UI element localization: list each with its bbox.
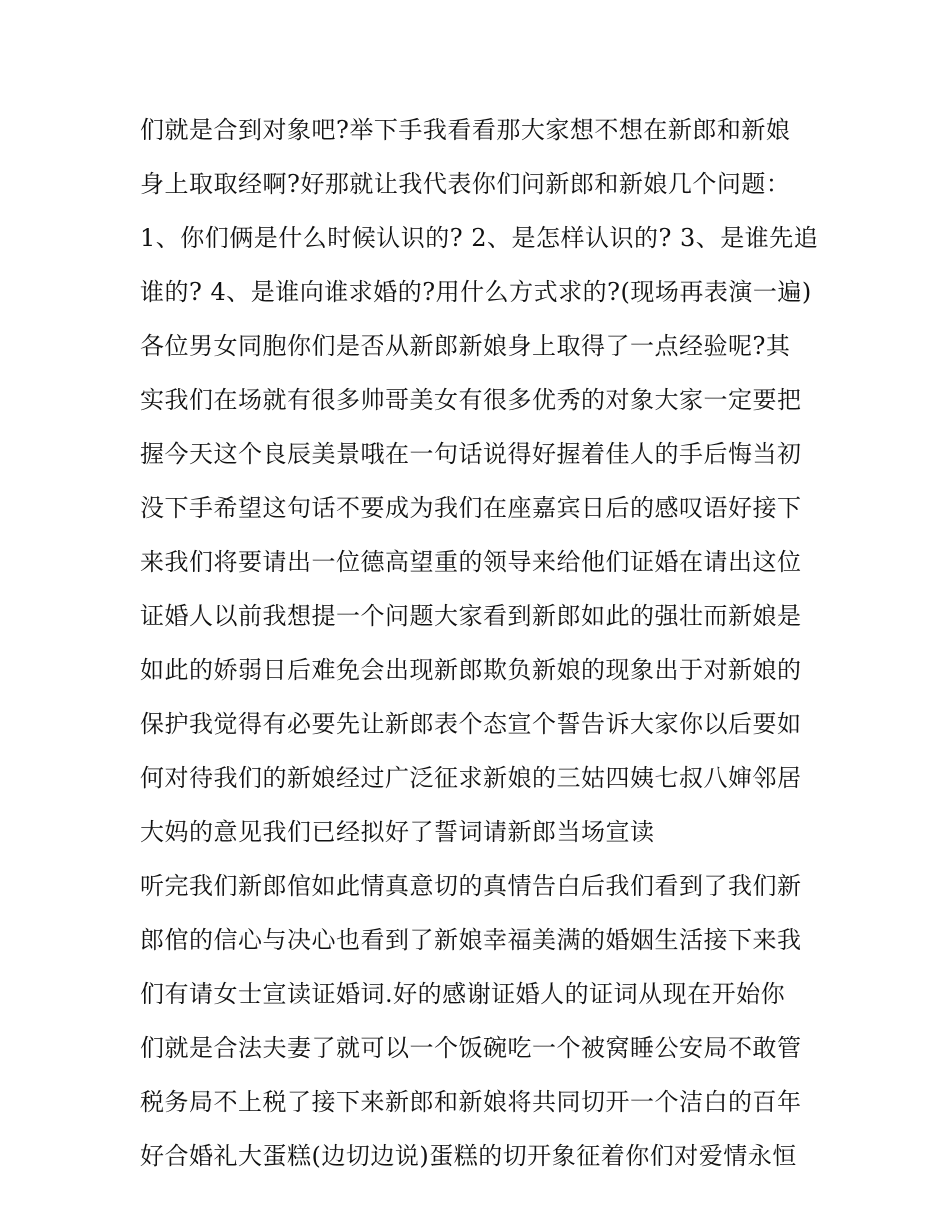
text-line: 们有请女士宣读证婚词.好的感谢证婚人的证词从现在开始你: [140, 980, 786, 1008]
text-line: 1、你们俩是什么时候认识的? 2、是怎样认识的? 3、是谁先追: [140, 224, 819, 252]
text-line: 好合婚礼大蛋糕(边切边说)蛋糕的切开象征着你们对爱情永恒: [140, 1142, 797, 1170]
text-line: 听完我们新郎倌如此情真意切的真情告白后我们看到了我们新: [140, 872, 802, 900]
text-line: 实我们在场就有很多帅哥美女有很多优秀的对象大家一定要把: [140, 386, 802, 414]
text-line: 何对待我们的新娘经过广泛征求新娘的三姑四姨七叔八婶邻居: [140, 764, 802, 792]
text-line: 大妈的意见我们已经拟好了誓词请新郎当场宣读: [140, 818, 655, 846]
text-line: 们就是合法夫妻了就可以一个饭碗吃一个被窝睡公安局不敢管: [140, 1034, 802, 1062]
text-line: 们就是合到对象吧?举下手我看看那大家想不想在新郎和新娘: [140, 116, 791, 144]
text-line: 各位男女同胞你们是否从新郎新娘身上取得了一点经验呢?其: [140, 332, 791, 360]
text-line: 谁的? 4、是谁向谁求婚的?用什么方式求的?(现场再表演一遍): [140, 278, 812, 306]
text-line: 如此的娇弱日后难免会出现新郎欺负新娘的现象出于对新娘的: [140, 656, 802, 684]
document-body: [140, 110, 830, 1190]
text-line: 证婚人以前我想提一个问题大家看到新郎如此的强壮而新娘是: [140, 602, 802, 630]
text-line: 税务局不上税了接下来新郎和新娘将共同切开一个洁白的百年: [140, 1088, 802, 1116]
text-line: 握今天这个良辰美景哦在一句话说得好握着佳人的手后悔当初: [140, 440, 802, 468]
text-line: 没下手希望这句话不要成为我们在座嘉宾日后的感叹语好接下: [140, 494, 802, 522]
text-line: 保护我觉得有必要先让新郎表个态宣个誓告诉大家你以后要如: [140, 710, 802, 738]
text-line: 来我们将要请出一位德高望重的领导来给他们证婚在请出这位: [140, 548, 802, 576]
text-line: 郎倌的信心与决心也看到了新娘幸福美满的婚姻生活接下来我: [140, 926, 802, 954]
text-line: 身上取取经啊?好那就让我代表你们问新郎和新娘几个问题：: [140, 170, 791, 198]
